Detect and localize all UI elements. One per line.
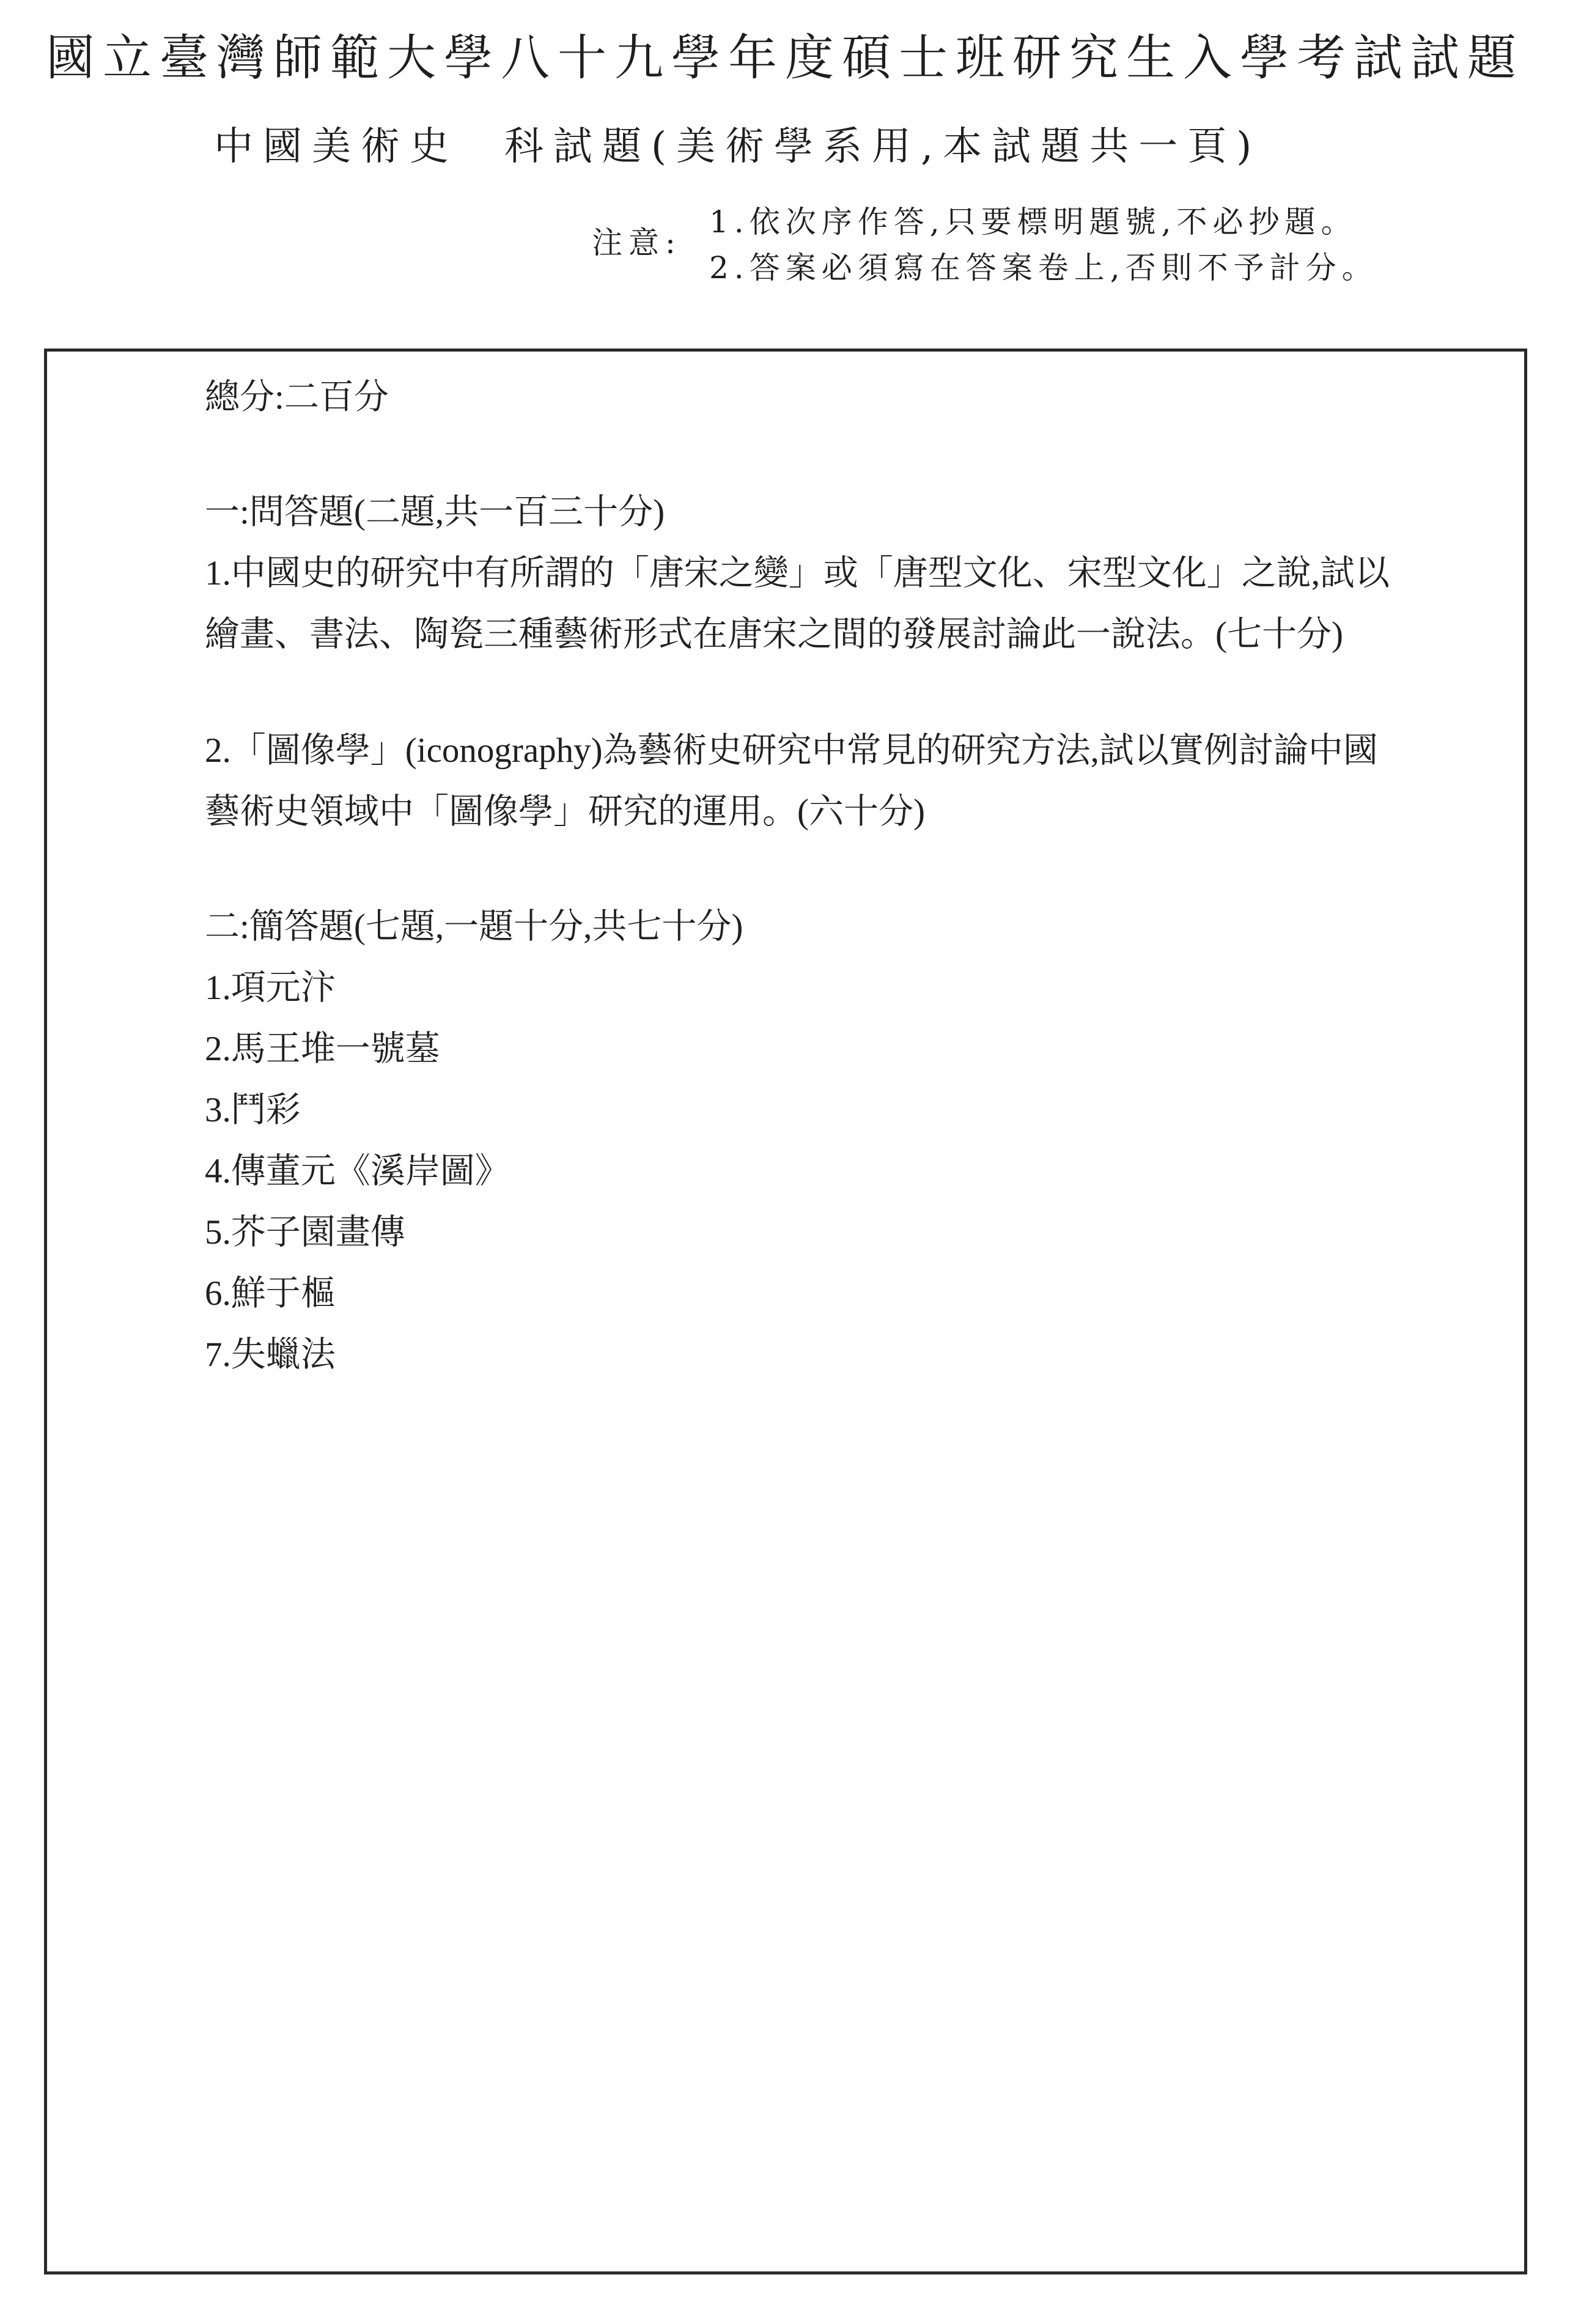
short-answer-item: 2.馬王堆一號墓 — [205, 1030, 440, 1068]
notice-items — [709, 199, 1378, 291]
short-answer-item: 1.項元汴 — [205, 968, 336, 1007]
exam-content — [205, 367, 1397, 1385]
section-1-heading: 一:問答題(二題,共一百三十分) — [205, 493, 665, 531]
notice-label: 注意: — [592, 225, 682, 260]
section-2-heading: 二:簡答題(七題,一題十分,共七十分) — [205, 907, 743, 946]
total-score: 總分:二百分 — [205, 378, 389, 416]
short-answer-item: 3.鬥彩 — [205, 1091, 301, 1129]
notice-item: 1.依次序作答,只要標明題號,不必抄題。 — [709, 204, 1357, 240]
notice-item: 2.答案必須寫在答案卷上,否則不予計分。 — [709, 250, 1378, 286]
short-answer-item: 5.芥子園畫傳 — [205, 1213, 405, 1252]
subject-line — [214, 119, 1261, 174]
short-answer-item: 4.傳董元《溪岸圖》 — [205, 1152, 510, 1190]
short-answer-item: 6.鮮于樞 — [205, 1274, 336, 1313]
short-answer-item: 7.失蠟法 — [205, 1335, 336, 1374]
subject-suffix: 科試題(美術學系用,本試題共一頁) — [504, 124, 1262, 169]
question-1: 1.中國史的研究中有所謂的「唐宋之變」或「唐型文化、宋型文化」之說,試以繪畫、書法、陶瓷三種藝術形式在唐宋之間的發展討論此一說法。(七十分) — [205, 554, 1390, 654]
exam-title: 國立臺灣師範大學八十九學年度碩士班研究生入學考試試題 — [46, 29, 1524, 86]
question-2: 2.「圖像學」(iconography)為藝術史研究中常見的研究方法,試以實例討論中國藝術史領域中「圖像學」研究的運用。(六十分) — [205, 731, 1378, 831]
subject-name: 中國美術史 — [214, 124, 459, 169]
